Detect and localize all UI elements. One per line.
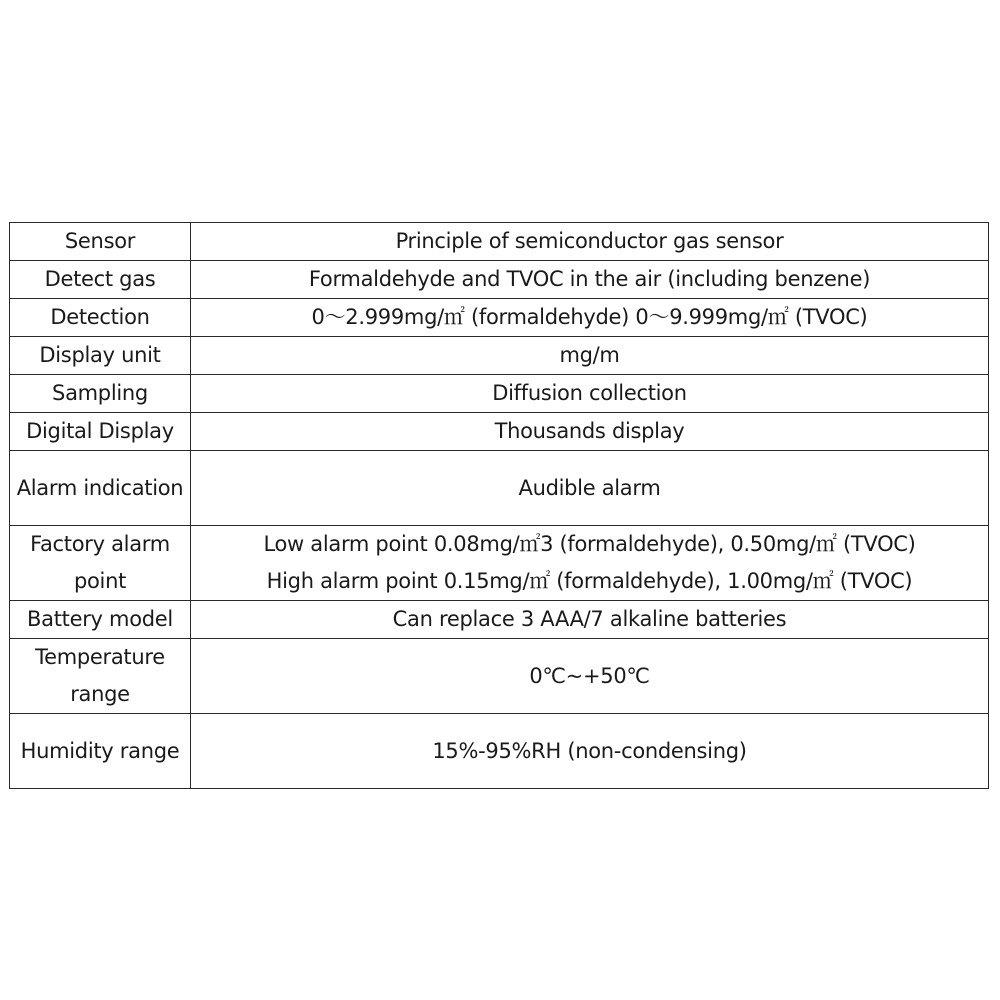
row-label: Display unit [10,337,191,375]
table-row [10,714,989,789]
row-label [10,451,191,526]
row-value: mg/m [191,337,989,375]
row-label-text: Humidity range [20,738,180,763]
table-row [10,526,989,601]
table-row [10,375,989,413]
row-label [10,714,191,789]
row-label-text: Factory alarm point [30,532,170,593]
row-value: Principle of semiconductor gas sensor [191,223,989,261]
table-row [10,639,989,714]
row-label: Sensor [10,223,191,261]
row-label: Sampling [10,375,191,413]
row-label: Digital Display [10,413,191,451]
row-value [191,526,989,601]
row-value: Thousands display [191,413,989,451]
row-value: 0～2.999mg/㎡ (formaldehyde) 0～9.999mg/㎡ (TVOC) [191,299,989,337]
row-value: 15%-95%RH (non-condensing) [191,714,989,789]
row-value: Diffusion collection [191,375,989,413]
row-value: Formaldehyde and TVOC in the air (including benzene) [191,261,989,299]
row-value: 0℃~+50℃ [191,639,989,714]
specifications-table [9,222,989,789]
row-label-text: Temperature range [35,645,165,706]
row-label: Battery model [10,601,191,639]
table-row [10,223,989,261]
row-label: Detection [10,299,191,337]
row-label-text: Alarm indication [16,475,184,500]
table-row [10,413,989,451]
low-alarm-line: Low alarm point 0.08mg/㎡3 (formaldehyde), 0.50mg/㎡ (TVOC) [263,532,916,556]
table-row [10,601,989,639]
row-value: Can replace 3 AAA/7 alkaline batteries [191,601,989,639]
table-row [10,299,989,337]
table-row [10,337,989,375]
row-label: Detect gas [10,261,191,299]
row-value: Audible alarm [191,451,989,526]
table-row [10,261,989,299]
high-alarm-line: High alarm point 0.15mg/㎡ (formaldehyde), 1.00mg/㎡ (TVOC) [266,569,913,593]
table-row [10,451,989,526]
row-label [10,526,191,601]
row-label [10,639,191,714]
